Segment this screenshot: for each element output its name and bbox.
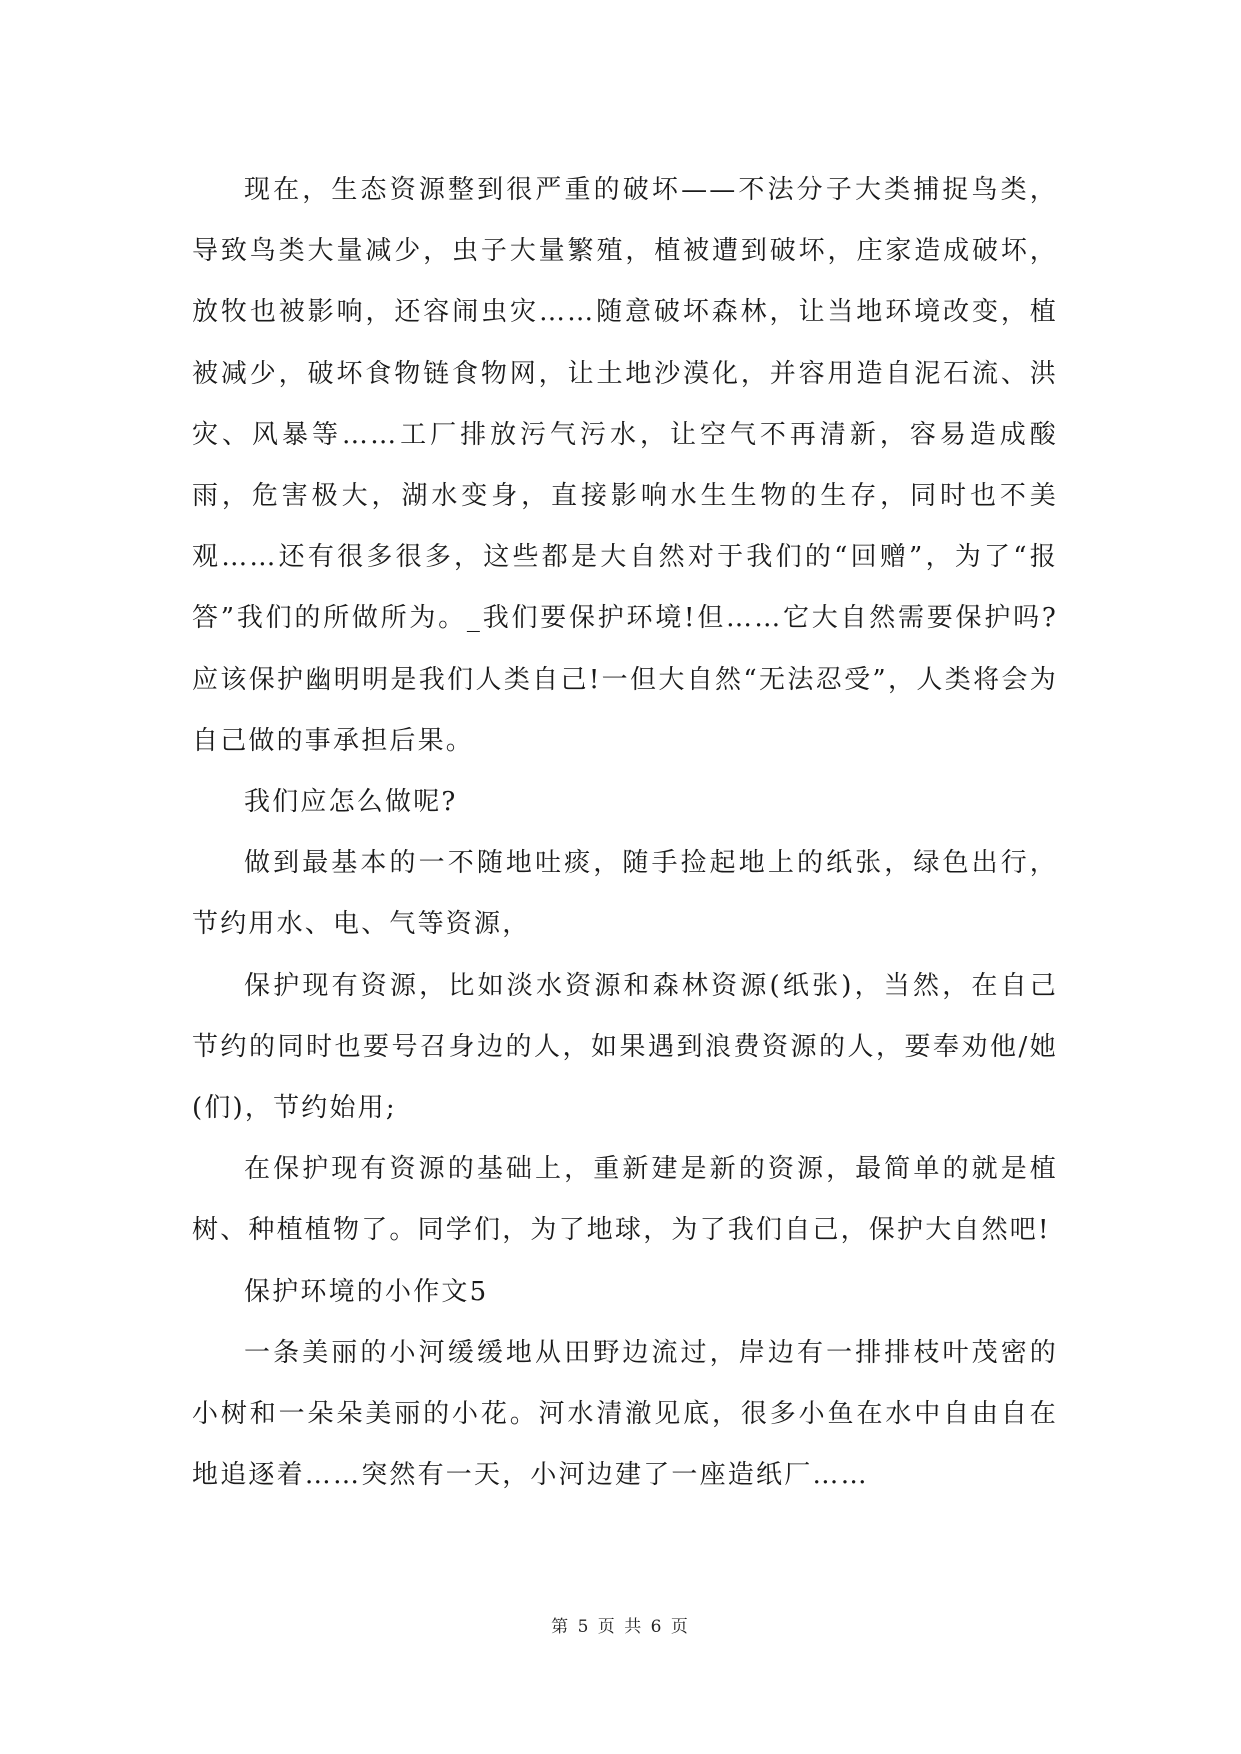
- document-body: [192, 160, 1058, 1506]
- section-heading: 保护环境的小作文5: [244, 1276, 489, 1307]
- paragraph-ecology-damage: 现在，生态资源整到很严重的破坏——不法分子大类捕捉鸟类，导致鸟类大量减少，虫子大量繁殖，植被遭到破坏，庄家造成破坏，放牧也被影响，还容闹虫灾……随意破坏森林，让当地环境改变，植被减少，破坏食物链食物网，让土地沙漠化，并容用造自泥石流、洪灾、风暴等……工厂排放污气污水，让空气不再清新，容易造成酸雨，危害极大，湖水变身，直接影响水生生物的生存，同时也不美观……还有很多很多，这些都是大自然对于我们的“回赠”，为了“报答”我们的所做所为。_我们要保护环境!但……它大自然需要保护吗?应该保护幽明明是我们人类自己!一但大自然“无法忍受”，人类将会为自己做的事承担后果。: [192, 175, 1058, 756]
- paragraph-protect-resources: 保护现有资源，比如淡水资源和森林资源(纸张)，当然，在自己节约的同时也要号召身边的人，如果遇到浪费资源的人，要奉劝他/她(们)，节约始用;: [192, 970, 1058, 1124]
- page-footer: 第 5 页 共 6 页: [551, 1617, 690, 1637]
- paragraph-river-story: 一条美丽的小河缓缓地从田野边流过，岸边有一排排枝叶茂密的小树和一朵朵美丽的小花。河水清澈见底，很多小鱼在水中自由自在地追逐着……突然有一天，小河边建了一座造纸厂……: [192, 1337, 1058, 1491]
- paragraph-new-resources: 在保护现有资源的基础上，重新建是新的资源，最简单的就是植树、种植植物了。同学们，为了地球，为了我们自己，保护大自然吧!: [192, 1154, 1058, 1246]
- paragraph-basic-actions: 做到最基本的一不随地吐痰，随手捡起地上的纸张，绿色出行，节约用水、电、气等资源，: [192, 848, 1058, 940]
- paragraph-question: 我们应怎么做呢?: [244, 787, 458, 818]
